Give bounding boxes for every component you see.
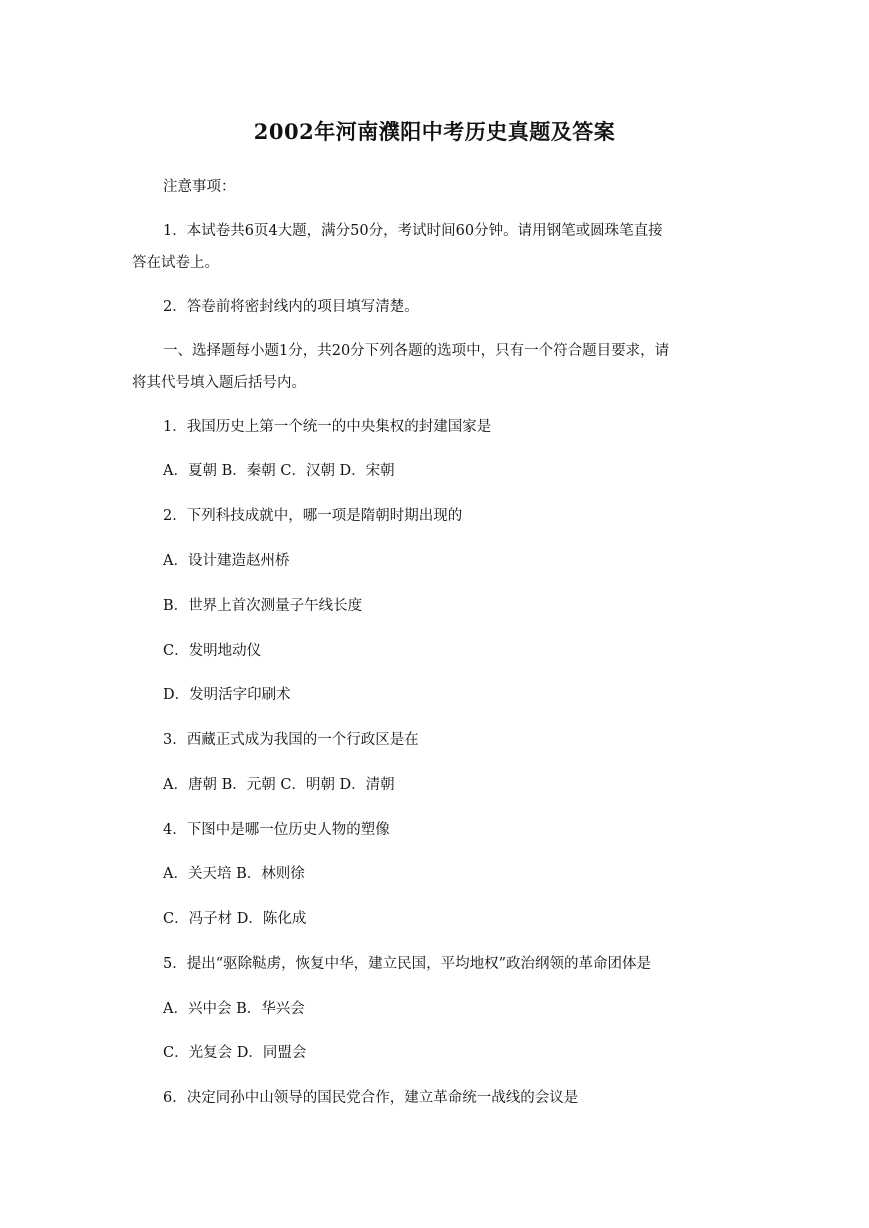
- question-3-options: A．唐朝 B．元朝 C．明朝 D．清朝: [163, 777, 395, 793]
- section-instruction-continued: 将其代号填入题后括号内。: [132, 375, 306, 391]
- question-2-option-c: C．发明地动仪: [163, 643, 262, 659]
- question-5: 5．提出“驱除鞑虏，恢复中华，建立民国，平均地权”政治纲领的革命团体是: [163, 956, 652, 972]
- question-1-options: A．夏朝 B．秦朝 C．汉朝 D．宋朝: [163, 463, 395, 479]
- question-2-option-a: A．设计建造赵州桥: [163, 553, 290, 569]
- question-2-option-b: B．世界上首次测量子午线长度: [163, 598, 363, 614]
- question-5-options-cd: C．光复会 D．同盟会: [163, 1045, 307, 1061]
- notice-heading: 注意事项：: [163, 179, 236, 195]
- question-3: 3．西藏正式成为我国的一个行政区是在: [163, 732, 419, 748]
- question-4-options-ab: A．关天培 B．林则徐: [163, 866, 305, 882]
- document-title: 2002年河南濮阳中考历史真题及答案: [253, 119, 616, 144]
- section-instruction: 一、选择题每小题1分，共20分下列各题的选项中，只有一个符合题目要求，请: [163, 343, 670, 359]
- question-5-options-ab: A．兴中会 B．华兴会: [163, 1001, 305, 1017]
- question-1: 1．我国历史上第一个统一的中央集权的封建国家是: [163, 419, 492, 435]
- question-4-options-cd: C．冯子材 D．陈化成: [163, 911, 307, 927]
- question-4: 4．下图中是哪一位历史人物的塑像: [163, 822, 390, 838]
- question-2: 2．下列科技成就中，哪一项是隋朝时期出现的: [163, 508, 463, 524]
- notice-item-2: 2．答卷前将密封线内的项目填写清楚。: [163, 299, 419, 315]
- question-2-option-d: D．发明活字印刷术: [163, 687, 291, 703]
- notice-item-1: 1．本试卷共6页4大题，满分50分，考试时间60分钟。请用钢笔或圆珠笔直接: [163, 223, 663, 239]
- notice-item-1-continued: 答在试卷上。: [132, 255, 219, 271]
- question-6: 6．决定同孙中山领导的国民党合作，建立革命统一战线的会议是: [163, 1090, 579, 1106]
